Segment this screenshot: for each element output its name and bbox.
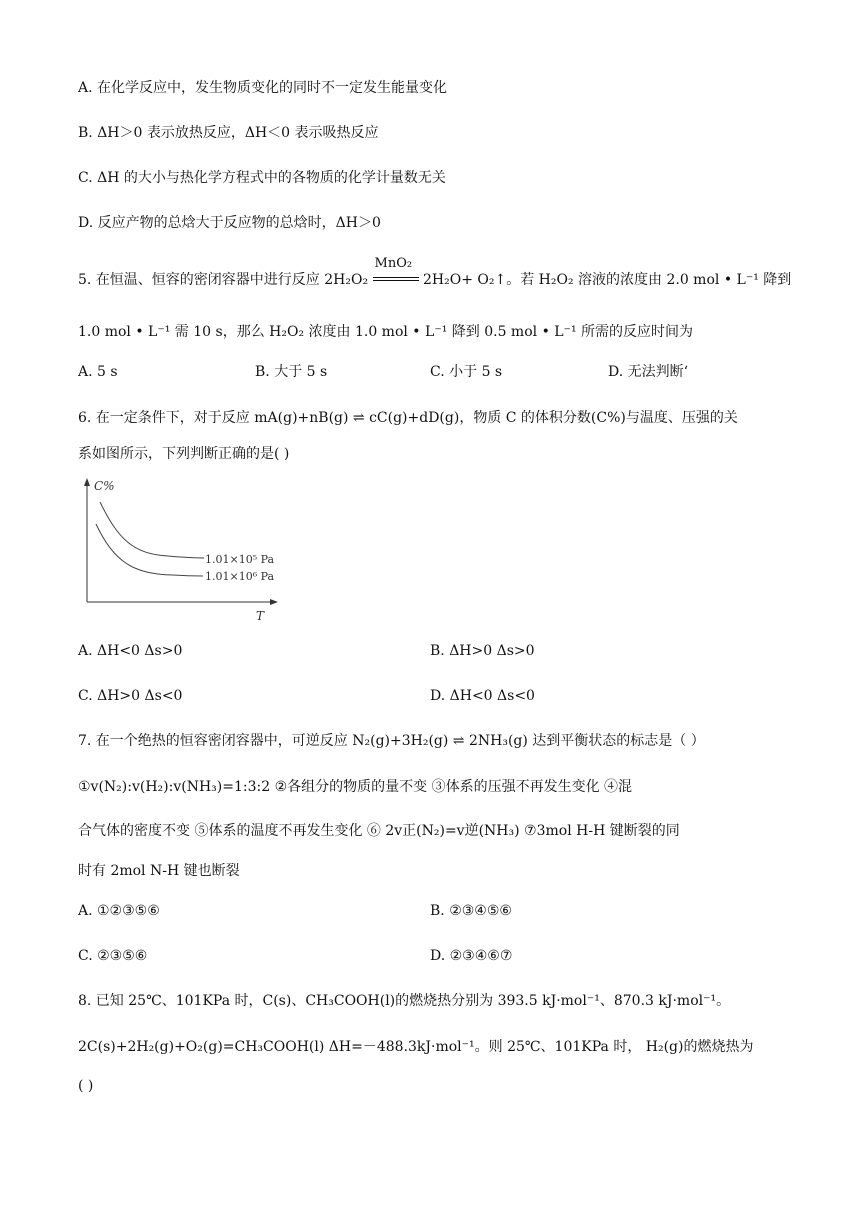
q5-option-a: A. 5 s	[78, 364, 118, 380]
q6-stem-line1: 6. 在一定条件下，对于反应 mA(g)+nB(g) ⇌ cC(g)+dD(g)，物质 C 的体积分数(C%)与温度、压强的关	[78, 410, 738, 426]
q7-option-a: A. ①②③⑤⑥	[78, 903, 160, 919]
q6-option-c: C. ΔH>0 Δs<0	[78, 688, 183, 704]
x-axis-arrow	[270, 599, 278, 605]
q7-option-c: C. ②③⑤⑥	[78, 948, 148, 964]
q4-option-c: C. ΔH 的大小与热化学方程式中的各物质的化学计量数无关	[78, 170, 446, 186]
series-label-1e6: 1.01×10⁶ Pa	[205, 570, 275, 583]
q5-stem-line1	[78, 256, 792, 290]
q8-stem-line1: 8. 已知 25℃、101KPa 时，C(s)、CH₃COOH(l)的燃烧热分别为 393.5 kJ·mol⁻¹、870.3 kJ·mol⁻¹。	[78, 993, 731, 1009]
series-label-1e5: 1.01×10⁵ Pa	[205, 553, 275, 566]
q4-option-b: B. ΔH＞0 表示放热反应，ΔH＜0 表示吸热反应	[78, 125, 379, 141]
q6-stem-line2: 系如图所示，下列判断正确的是( )	[78, 446, 290, 462]
q7-stem-line4: 时有 2mol N-H 键也断裂	[78, 863, 240, 879]
catalyst-arrow	[373, 256, 419, 290]
q6-option-b: B. ΔH>0 Δs>0	[430, 643, 535, 659]
q8-stem-line3: ( )	[78, 1078, 94, 1094]
q5-number: 5.	[78, 272, 92, 288]
q5-option-c: C. 小于 5 s	[430, 364, 503, 380]
q5-stem-b: 2H₂O+ O₂↑。若 H₂O₂ 溶液的浓度由 2.0 mol • L⁻¹ 降到	[423, 272, 792, 288]
y-axis-label: C%	[94, 479, 115, 493]
series-curve-1e5	[100, 502, 204, 558]
catalyst-label: MnO₂	[374, 256, 413, 271]
q7-option-d: D. ②③④⑥⑦	[430, 948, 513, 964]
q7-stem-line1: 7. 在一个绝热的恒容密闭容器中，可逆反应 N₂(g)+3H₂(g) ⇌ 2NH₃(g) 达到平衡状态的标志是（ ）	[78, 733, 705, 749]
q6-chart-svg	[78, 474, 283, 624]
q4-option-d: D. 反应产物的总焓大于反应物的总焓时，ΔH＞0	[78, 215, 381, 231]
q6-chart	[78, 474, 283, 624]
q7-stem-line3: 合气体的密度不变 ⑤体系的温度不再发生变化 ⑥ 2v正(N₂)=v逆(NH₃) ⑦3mol H-H 键断裂的同	[78, 823, 680, 839]
series-curve-1e6	[96, 524, 203, 576]
q6-option-a: A. ΔH<0 Δs>0	[78, 643, 183, 659]
q5-stem-a: 在恒温、恒容的密闭容器中进行反应 2H₂O₂	[95, 272, 369, 288]
q5-option-b: B. 大于 5 s	[255, 364, 328, 380]
q4-option-a: A. 在化学反应中，发生物质变化的同时不一定发生能量变化	[78, 80, 448, 96]
q5-stem-line2: 1.0 mol • L⁻¹ 需 10 s，那么 H₂O₂ 浓度由 1.0 mol • L⁻¹ 降到 0.5 mol • L⁻¹ 所需的反应时间为	[78, 324, 694, 340]
q6-option-d: D. ΔH<0 Δs<0	[430, 688, 535, 704]
q8-stem-line2: 2C(s)+2H₂(g)+O₂(g)=CH₃COOH(l) ΔH=－488.3kJ·mol⁻¹。则 25℃、101KPa 时， H₂(g)的燃烧热为	[78, 1039, 754, 1055]
q5-option-d: D. 无法判断‘	[608, 364, 689, 380]
q7-option-b: B. ②③④⑤⑥	[430, 903, 512, 919]
y-axis-arrow	[84, 478, 90, 486]
x-axis-label: T	[256, 609, 265, 623]
q7-stem-line2: ①v(N₂):v(H₂):v(NH₃)=1:3:2 ②各组分的物质的量不变 ③体系的压强不再发生变化 ④混	[78, 779, 633, 795]
